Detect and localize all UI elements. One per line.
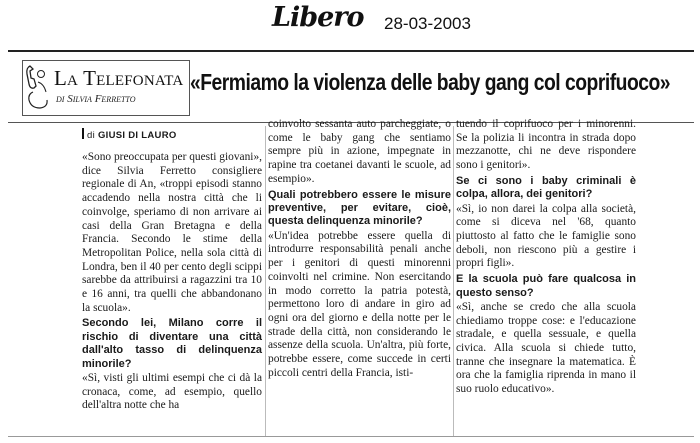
author-name: GIUSI DI LAURO <box>97 130 177 141</box>
column-separator <box>265 126 266 436</box>
article-paragraph: tuendo il coprifuoco per i minorenni. Se la polizia li incontra in strada dopo mezzanotte, chi ne deve rispondere sono i genitori». <box>456 118 636 172</box>
column-tag-byline: di Silvia Ferretto <box>56 93 136 105</box>
bottom-rule <box>8 436 694 437</box>
masthead <box>0 0 700 40</box>
interview-question: Quali potrebbero essere le misure preventive, per evitare, cioè, questa delinquenza minorile? <box>268 188 451 228</box>
publication-date: 28-03-2003 <box>384 14 471 33</box>
article-paragraph: «Sì, io non darei la colpa alla società, come si diceva nel '68, quanto piuttosto al fatto che le famiglie sono deboli, non riescono più a gestire i propri figli». <box>456 202 636 270</box>
column-tag <box>22 60 192 118</box>
article-paragraph: «Sì, visti gli ultimi esempi che ci dà la cronaca, come, ad esempio, quello dell'altra notte che ha <box>82 372 262 412</box>
article-column-1 <box>82 128 262 413</box>
column-tag-title: La Telefonata <box>54 66 184 90</box>
article-column-2 <box>268 118 451 380</box>
column-1-body <box>82 151 262 413</box>
article-paragraph: «Sì, anche se credo che alla scuola chiediamo troppe cose: e l'educazione stradale, e quella sessuale, e quella civica. Alla scuola si chiede tutto, tranne che insegnare la matematica. È ora che la famiglia riprenda in mano il suo ruolo educativo». <box>456 300 636 396</box>
interview-question: Se ci sono i baby criminali è colpa, allora, dei genitori? <box>456 174 636 201</box>
article-paragraph: coinvolto sessanta auto parcheggiate, o come le baby gang che sentiamo sempre più in azione, impegnate in rapine tra coetanei davanti le scuole, ad esempio». <box>268 118 451 185</box>
article-column-3 <box>456 118 636 397</box>
headline: «Fermiamo la violenza delle baby gang col coprifuoco» <box>190 69 671 95</box>
article-author <box>82 128 262 141</box>
interview-question: Secondo lei, Milano corre il rischio di diventare una città dall'alto tasso di delinquenza minorile? <box>82 317 262 370</box>
article-paragraph: «Sono preoccupata per questi giovani», dice Silvia Ferretto consigliere regionale di An, «troppi episodi stanno accadendo nella nostra città che li coinvolge, speriamo di non arrivare ai casi della Gran Bretagna e della Francia. Secondo le stime della Metropolitan Police, nella sola città di Londra, ben il 40 per cento degli scippi sarebbe da attribuirsi a ragazzini tra 10 e 16 anni, tra quelli che abbandonano la scuola». <box>82 151 262 314</box>
author-prefix: di <box>87 130 95 141</box>
telephone-icon <box>24 62 52 112</box>
left-margin <box>8 126 74 436</box>
column-2-body <box>268 118 451 380</box>
column-3-body <box>456 118 636 397</box>
article-paragraph: «Un'idea potrebbe essere quella di introdurre responsabilità penali anche per i genitori di questi minorenni coinvolti nel crimine. Non esercitando in modo corretto la patria potestà, permettono loro di andare in giro ad ogni ora del giorno e della notte per le strade della città, non considerando le assenze della scuola. Un'altra, più forte, potrebbe essere, come succede in certi piccoli centri della Francia, isti- <box>268 229 451 379</box>
top-rule <box>8 50 694 52</box>
interview-question: E la scuola può fare qualcosa in questo senso? <box>456 273 636 299</box>
newspaper-logo: Libero <box>272 2 364 33</box>
column-separator <box>453 126 454 436</box>
